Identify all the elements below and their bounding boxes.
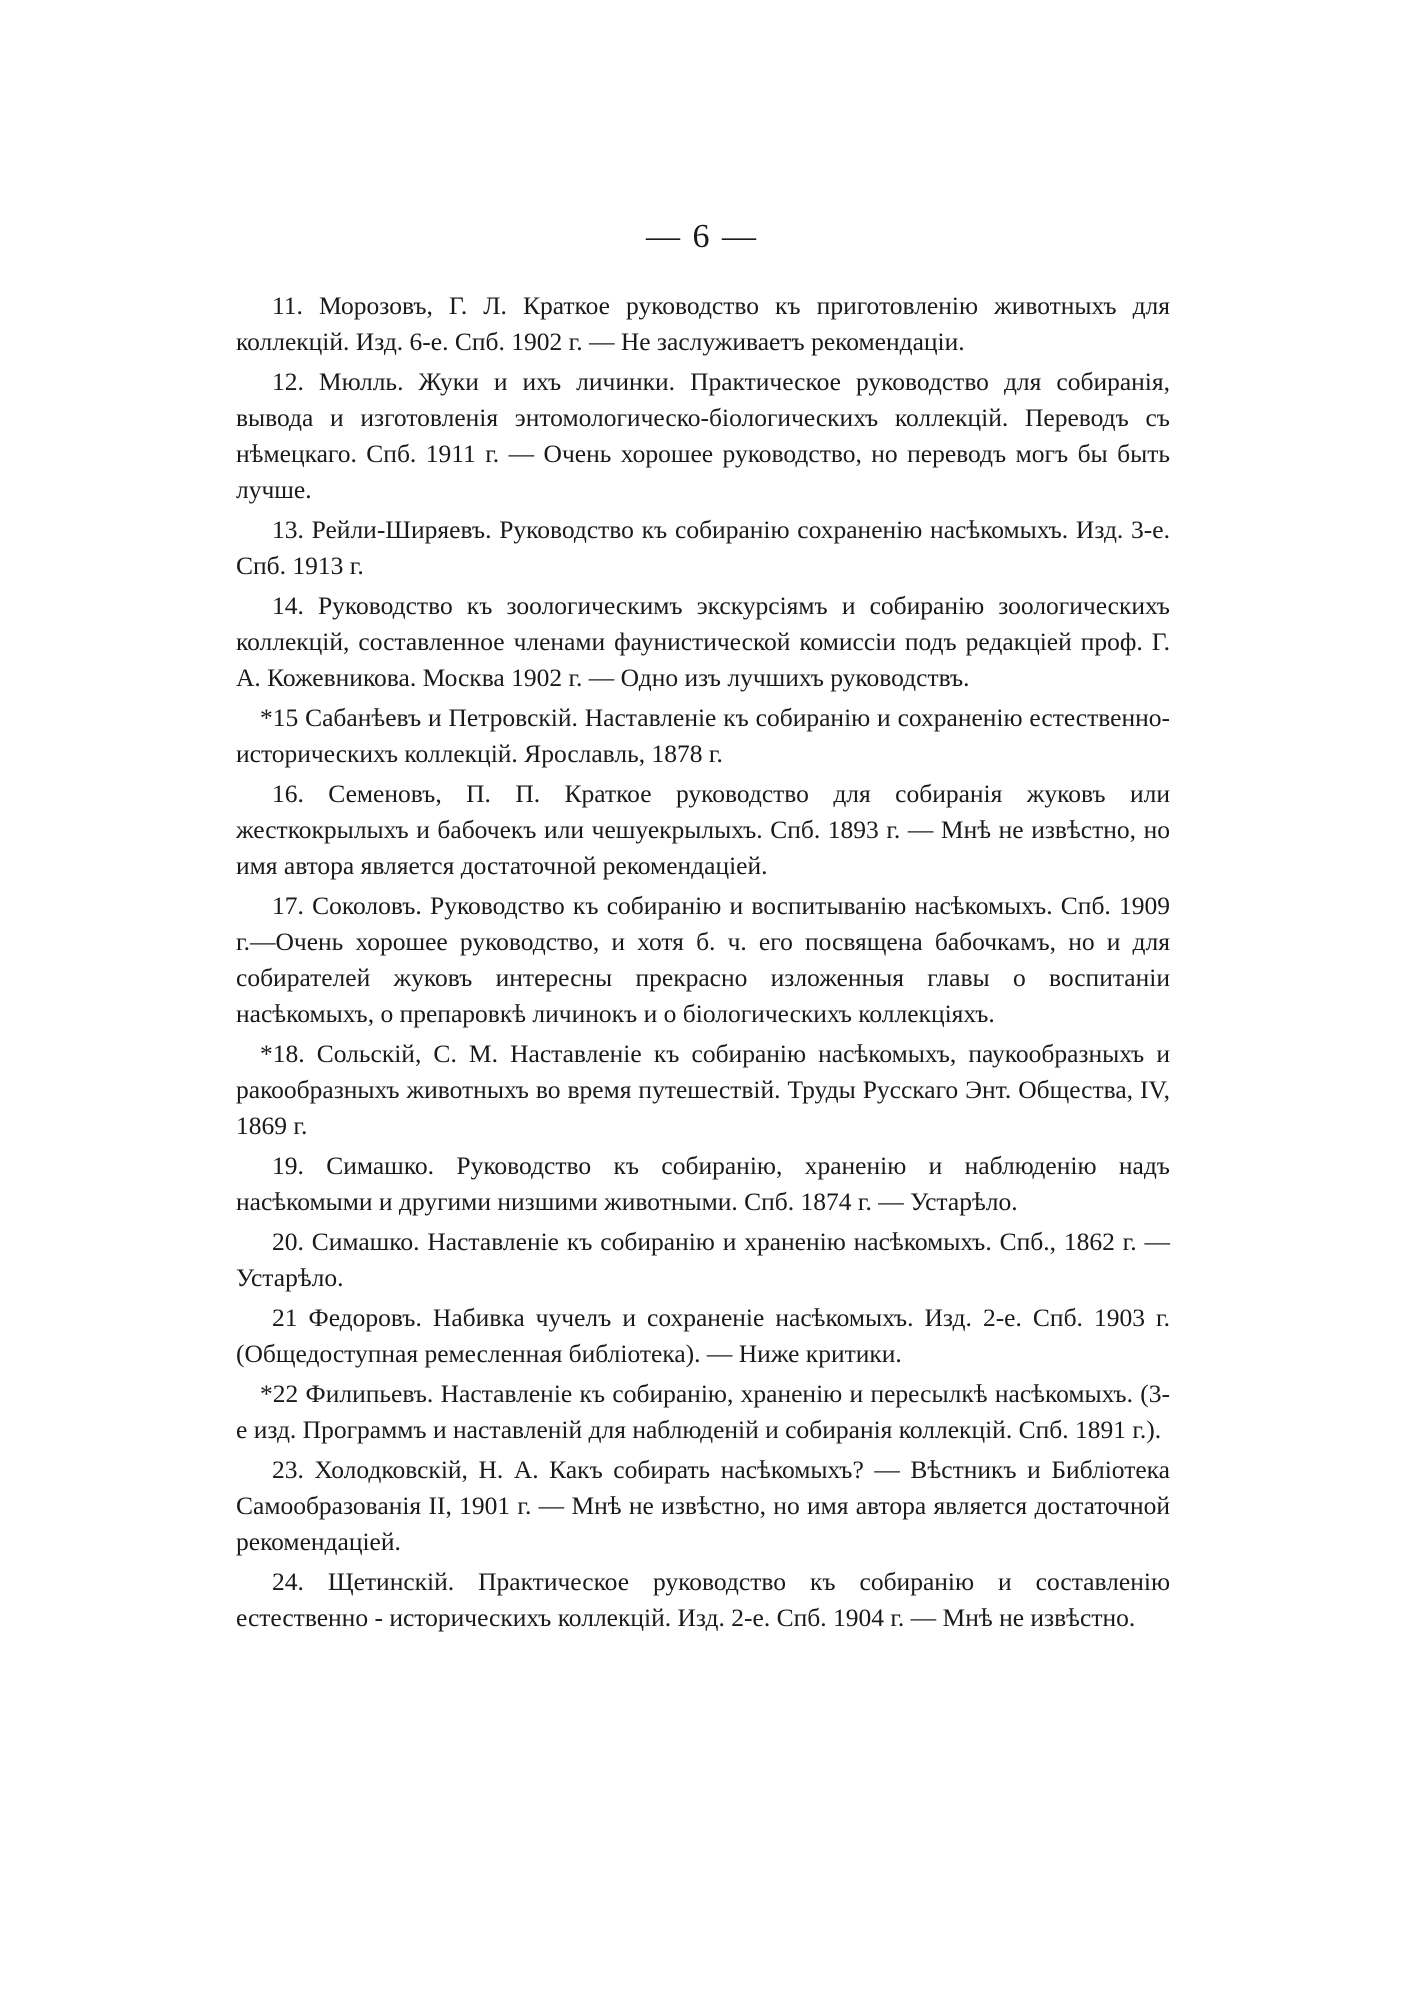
- bibliography-entry-16: 16. Семеновъ, П. П. Краткое руководство для собиранія жуковъ или жесткокрылыхъ и бабочекъ или чешуекрылыхъ. Спб. 1893 г. — Мнѣ не извѣстно, но имя автора является достаточной рекомендаціей.: [236, 779, 1170, 880]
- bibliography-entry-12: 12. Мюлль. Жуки и ихъ личинки. Практическое руководство для собиранія, вывода и изготовленія энтомологическо-біологическихъ коллекцій. Переводъ съ нѣмецкаго. Спб. 1911 г. — Очень хорошее руководство, но переводъ могъ бы быть лучше.: [236, 367, 1170, 504]
- bibliography-entry-21: 21 Федоровъ. Набивка чучелъ и сохраненіе насѣкомыхъ. Изд. 2-е. Спб. 1903 г. (Общедоступная ремесленная библіотека). — Ниже критики.: [236, 1303, 1170, 1368]
- bibliography-entry-18: *18. Сольскій, С. М. Наставленіе къ собиранію насѣкомыхъ, паукообразныхъ и ракообразныхъ животныхъ во время путешествій. Труды Русскаго Энт. Общества, IV, 1869 г.: [236, 1039, 1170, 1140]
- bibliography-entry-20: 20. Симашко. Наставленіе къ собиранію и храненію насѣкомыхъ. Спб., 1862 г. — Устарѣло.: [236, 1227, 1170, 1292]
- bibliography-entry-19: 19. Симашко. Руководство къ собиранію, храненію и наблюденію надъ насѣкомыми и другими низшими животными. Спб. 1874 г. — Устарѣло.: [236, 1151, 1170, 1216]
- bibliography-entry-22: *22 Филипьевъ. Наставленіе къ собиранію, храненію и пересылкѣ насѣкомыхъ. (3-е изд. Программъ и наставленій для наблюденій и собиранія коллекцій. Спб. 1891 г.).: [236, 1379, 1170, 1444]
- bibliography-entry-14: 14. Руководство къ зоологическимъ экскурсіямъ и собиранію зоологическихъ коллекцій, составленное членами фаунистической комиссіи подъ редакціей проф. Г. А. Кожевникова. Москва 1902 г. — Одно изъ лучшихъ руководствъ.: [236, 591, 1170, 692]
- bibliography-entry-17: 17. Соколовъ. Руководство къ собиранію и воспитыванію насѣкомыхъ. Спб. 1909 г.—Очень хорошее руководство, и хотя б. ч. его посвящена бабочкамъ, но и для собирателей жуковъ интересны прекрасно изложенныя главы о воспитаніи насѣкомыхъ, о препаровкѣ личинокъ и о біологическихъ коллекціяхъ.: [236, 891, 1170, 1028]
- page-number: — 6 —: [646, 218, 758, 255]
- bibliography-entry-23: 23. Холодковскій, Н. А. Какъ собирать насѣкомыхъ? — Вѣстникъ и Библіотека Самообразованія II, 1901 г. — Мнѣ не извѣстно, но имя автора является достаточной рекомендаціей.: [236, 1455, 1170, 1556]
- bibliography-entry-15: *15 Сабанѣевъ и Петровскій. Наставленіе къ собиранію и сохраненію естественно-историческихъ коллекцій. Ярославль, 1878 г.: [236, 703, 1170, 768]
- bibliography-list: [236, 288, 1170, 1640]
- bibliography-entry-11: 11. Морозовъ, Г. Л. Краткое руководство къ приготовленію животныхъ для коллекцій. Изд. 6-е. Спб. 1902 г. — Не заслуживаетъ рекомендаціи.: [236, 291, 1170, 356]
- bibliography-entry-24: 24. Щетинскій. Практическое руководство къ собиранію и составленію естественно - историческихъ коллекцій. Изд. 2-е. Спб. 1904 г. — Мнѣ не извѣстно.: [236, 1567, 1170, 1632]
- bibliography-entry-13: 13. Рейли-Ширяевъ. Руководство къ собиранію сохраненію насѣкомыхъ. Изд. 3-е. Спб. 1913 г.: [236, 515, 1170, 580]
